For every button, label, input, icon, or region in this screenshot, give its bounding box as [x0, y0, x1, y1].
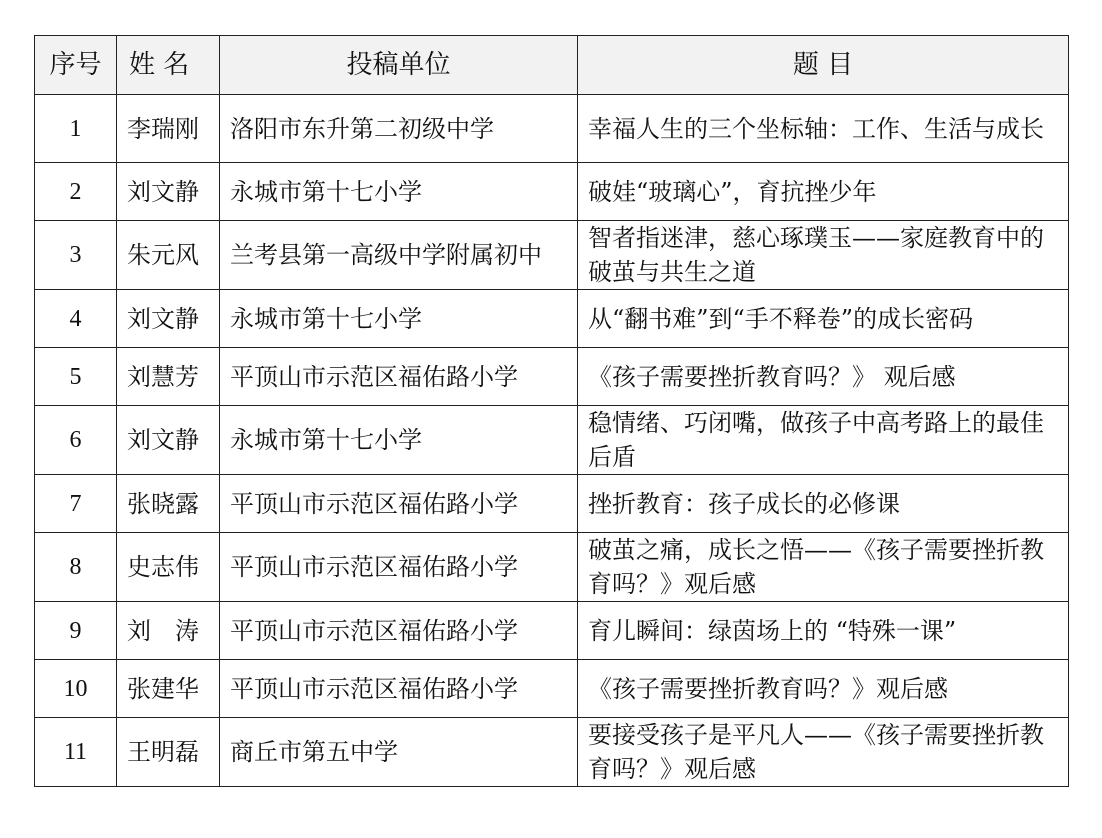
table-row: [35, 660, 1069, 718]
table-header: [35, 36, 1069, 95]
cell-seq: 5: [35, 348, 117, 406]
table-row: [35, 602, 1069, 660]
cell-topic: 《孩子需要挫折教育吗？》观后感: [578, 660, 1069, 718]
cell-name: 张建华: [117, 660, 220, 718]
cell-unit: 永城市第十七小学: [220, 163, 578, 221]
table-row: [35, 718, 1069, 787]
cell-name: 王明磊: [117, 718, 220, 787]
cell-seq: 8: [35, 533, 117, 602]
table-body: [35, 95, 1069, 787]
cell-unit: 平顶山市示范区福佑路小学: [220, 533, 578, 602]
cell-name: 刘慧芳: [117, 348, 220, 406]
cell-unit: 平顶山市示范区福佑路小学: [220, 475, 578, 533]
cell-seq: 11: [35, 718, 117, 787]
cell-topic: 育儿瞬间：绿茵场上的 “特殊一课”: [578, 602, 1069, 660]
table-row: [35, 533, 1069, 602]
cell-name: 刘文静: [117, 290, 220, 348]
cell-topic: 破娃“玻璃心”，育抗挫少年: [578, 163, 1069, 221]
header-unit: 投稿单位: [220, 36, 578, 95]
cell-seq: 1: [35, 95, 117, 163]
table-row: [35, 290, 1069, 348]
cell-name: 刘文静: [117, 406, 220, 475]
cell-unit: 洛阳市东升第二初级中学: [220, 95, 578, 163]
table-row: [35, 348, 1069, 406]
cell-topic: 幸福人生的三个坐标轴：工作、生活与成长: [578, 95, 1069, 163]
table-row: [35, 163, 1069, 221]
table-row: [35, 221, 1069, 290]
table-row: [35, 475, 1069, 533]
cell-unit: 商丘市第五中学: [220, 718, 578, 787]
header-topic: 题 目: [578, 36, 1069, 95]
table-row: [35, 406, 1069, 475]
header-seq: 序号: [35, 36, 117, 95]
header-row: [35, 36, 1069, 95]
cell-seq: 2: [35, 163, 117, 221]
cell-topic: 稳情绪、巧闭嘴，做孩子中高考路上的最佳后盾: [578, 406, 1069, 475]
cell-seq: 10: [35, 660, 117, 718]
cell-topic: 挫折教育：孩子成长的必修课: [578, 475, 1069, 533]
cell-name: 张晓露: [117, 475, 220, 533]
cell-seq: 6: [35, 406, 117, 475]
table-row: [35, 95, 1069, 163]
cell-seq: 3: [35, 221, 117, 290]
cell-unit: 永城市第十七小学: [220, 290, 578, 348]
cell-name: 朱元风: [117, 221, 220, 290]
cell-name: 李瑞刚: [117, 95, 220, 163]
cell-topic: 要接受孩子是平凡人——《孩子需要挫折教育吗？》观后感: [578, 718, 1069, 787]
cell-topic: 智者指迷津，慈心琢璞玉——家庭教育中的破茧与共生之道: [578, 221, 1069, 290]
cell-seq: 4: [35, 290, 117, 348]
cell-topic: 从“翻书难”到“手不释卷”的成长密码: [578, 290, 1069, 348]
cell-unit: 永城市第十七小学: [220, 406, 578, 475]
cell-unit: 兰考县第一高级中学附属初中: [220, 221, 578, 290]
submissions-table: [34, 35, 1069, 787]
cell-unit: 平顶山市示范区福佑路小学: [220, 660, 578, 718]
header-name: 姓 名: [117, 36, 220, 95]
cell-seq: 7: [35, 475, 117, 533]
cell-name: 刘 涛: [117, 602, 220, 660]
cell-topic: 《孩子需要挫折教育吗？》 观后感: [578, 348, 1069, 406]
cell-unit: 平顶山市示范区福佑路小学: [220, 348, 578, 406]
cell-seq: 9: [35, 602, 117, 660]
cell-unit: 平顶山市示范区福佑路小学: [220, 602, 578, 660]
cell-name: 史志伟: [117, 533, 220, 602]
cell-name: 刘文静: [117, 163, 220, 221]
cell-topic: 破茧之痛，成长之悟——《孩子需要挫折教育吗？》观后感: [578, 533, 1069, 602]
